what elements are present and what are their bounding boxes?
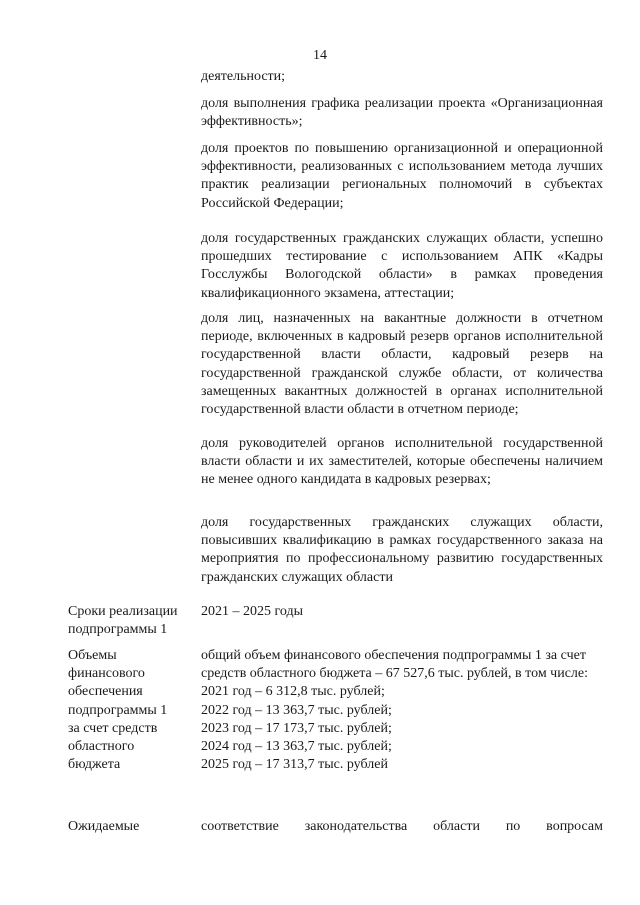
funding-year: 2025 год – 17 313,7 тыс. рублей bbox=[201, 757, 388, 773]
funding-year: 2024 год – 13 363,7 тыс. рублей; bbox=[201, 739, 392, 755]
funding-label-line: Объемы bbox=[68, 648, 117, 663]
funding-value bbox=[201, 647, 596, 774]
indicator-item: доля лиц, назначенных на вакантные должности в отчетном периоде, включенных в кадровый резерв органов исполнительной государственной власти области, кадровый резерв на государственной гражданской службе области, от количества замещенных вакантных должностей в органах исполнительной государственной власти области в отчетном периоде; bbox=[201, 311, 603, 418]
funding-intro: общий объем финансового обеспечения подпрограммы 1 за счет средств областного бюджета – 67 527,6 тыс. рублей, в том числе: bbox=[201, 648, 589, 682]
indicator-item: доля проектов по повышению организационной и операционной эффективности, реализованных с использованием метода лучших практик реализации региональных полномочий в субъектах Российской Федерации; bbox=[201, 141, 603, 211]
funding-label-line: за счет средств bbox=[68, 720, 158, 736]
indicator-item: доля государственных гражданских служащих области, повысивших квалификацию в рамках государственного заказа на мероприятия по профессиональному развитию государственных гражданских служащих области bbox=[201, 515, 603, 585]
page-number: 14 bbox=[313, 48, 327, 63]
funding-label-line: бюджета bbox=[68, 757, 121, 773]
funding-year: 2021 год – 6 312,8 тыс. рублей; bbox=[201, 684, 385, 700]
funding-label-line: финансового bbox=[68, 666, 145, 682]
timeline-value: 2021 – 2025 годы bbox=[201, 604, 304, 619]
funding-label-line: подпрограммы 1 bbox=[68, 702, 168, 718]
indicator-item: доля государственных гражданских служащих области, успешно прошедших тестирование с использованием АПК «Кадры Госслужбы Вологодской области» в рамках проведения квалификационного экзамена, аттестации; bbox=[201, 231, 603, 301]
expected-label: Ожидаемые bbox=[68, 819, 140, 834]
indicator-item: доля руководителей органов исполнительной государственной власти области и их заместителей, которые обеспечены наличием не менее одного кандидата в кадровых резервах; bbox=[201, 436, 603, 488]
funding-year: 2023 год – 17 173,7 тыс. рублей; bbox=[201, 720, 392, 736]
indicator-item: деятельности; bbox=[201, 69, 286, 84]
funding-label-line: областного bbox=[68, 739, 135, 755]
funding-label-line: обеспечения bbox=[68, 684, 143, 700]
timeline-label-line: подпрограммы 1 bbox=[68, 622, 168, 638]
expected-value: соответствие законодательства области по вопросам bbox=[201, 819, 603, 834]
timeline-label-line: Сроки реализации bbox=[68, 604, 178, 619]
indicator-item: доля выполнения графика реализации проекта «Организационная эффективность»; bbox=[201, 96, 603, 130]
funding-label bbox=[68, 647, 196, 774]
timeline-label bbox=[68, 603, 196, 639]
funding-year: 2022 год – 13 363,7 тыс. рублей; bbox=[201, 702, 392, 718]
